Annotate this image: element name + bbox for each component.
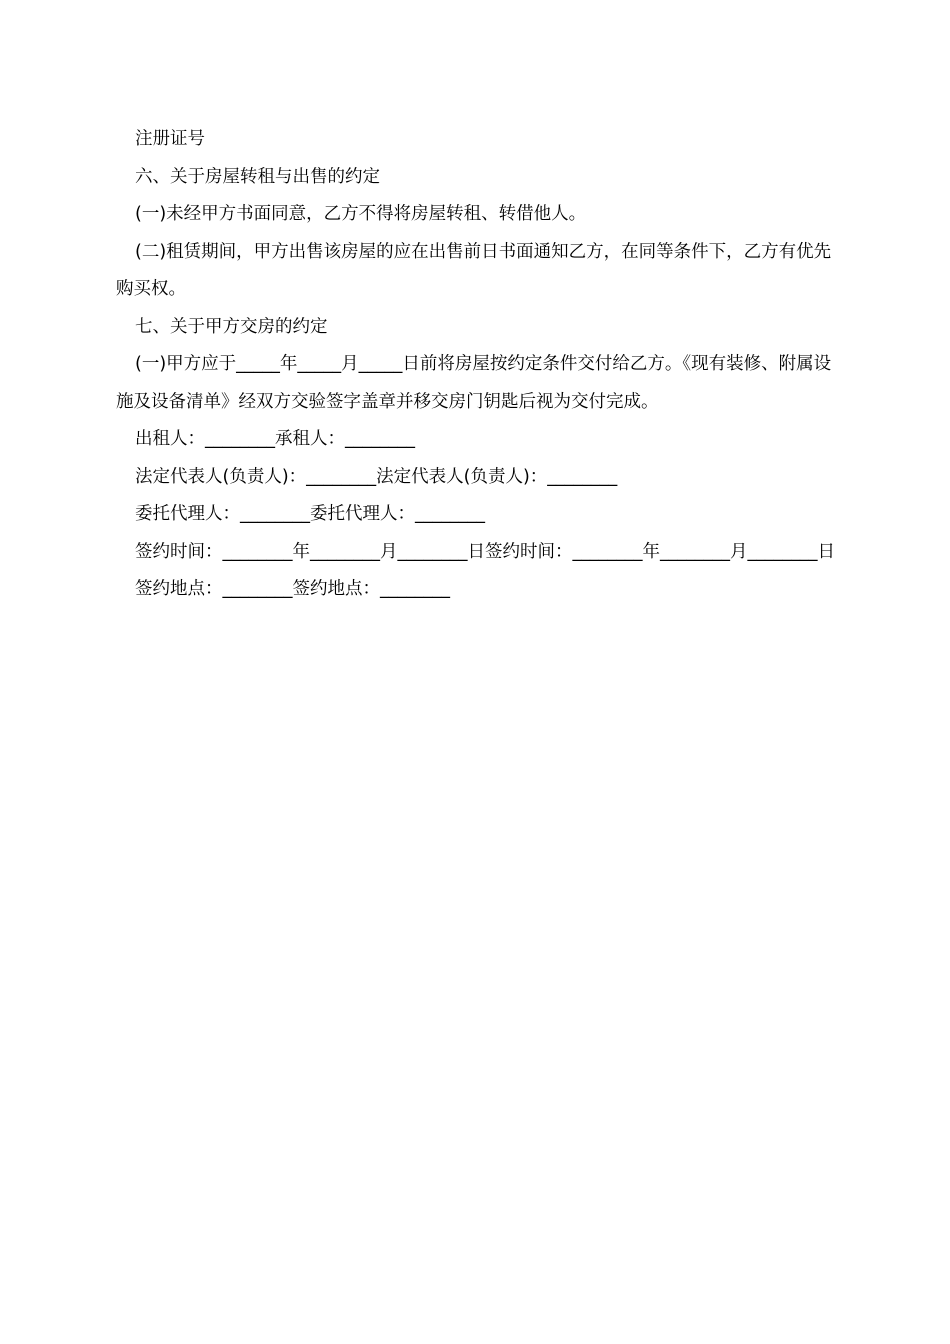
document-body: [116, 121, 836, 609]
signing-place: 签约地点：________签约地点：________: [135, 579, 450, 599]
registration-number-label: 注册证号: [135, 129, 205, 149]
clause-6-1: (一)未经甲方书面同意，乙方不得将房屋转租、转借他人。: [135, 204, 587, 224]
clause-6-2: (二)租赁期间，甲方出售该房屋的应在出售前日书面通知乙方，在同等条件下，乙方有优先购买权。: [116, 241, 832, 299]
clause-7-1: (一)甲方应于_____年_____月_____日前将房屋按约定条件交付给乙方。《现有装修、附属设施及设备清单》经双方交验签字盖章并移交房门钥匙后视为交付完成。: [116, 354, 832, 412]
signing-date: 签约时间：________年________月________日签约时间：________年________月________日: [135, 541, 835, 562]
signature-lessor-lessee: 出租人：________承租人：________: [135, 429, 415, 449]
signature-legal-representative: 法定代表人(负责人)：________法定代表人(负责人)：________: [135, 466, 618, 487]
section-six-heading: 六、关于房屋转租与出售的约定: [135, 166, 380, 187]
section-seven-heading: 七、关于甲方交房的约定: [135, 316, 328, 337]
signature-agent: 委托代理人：________委托代理人：________: [135, 504, 485, 524]
